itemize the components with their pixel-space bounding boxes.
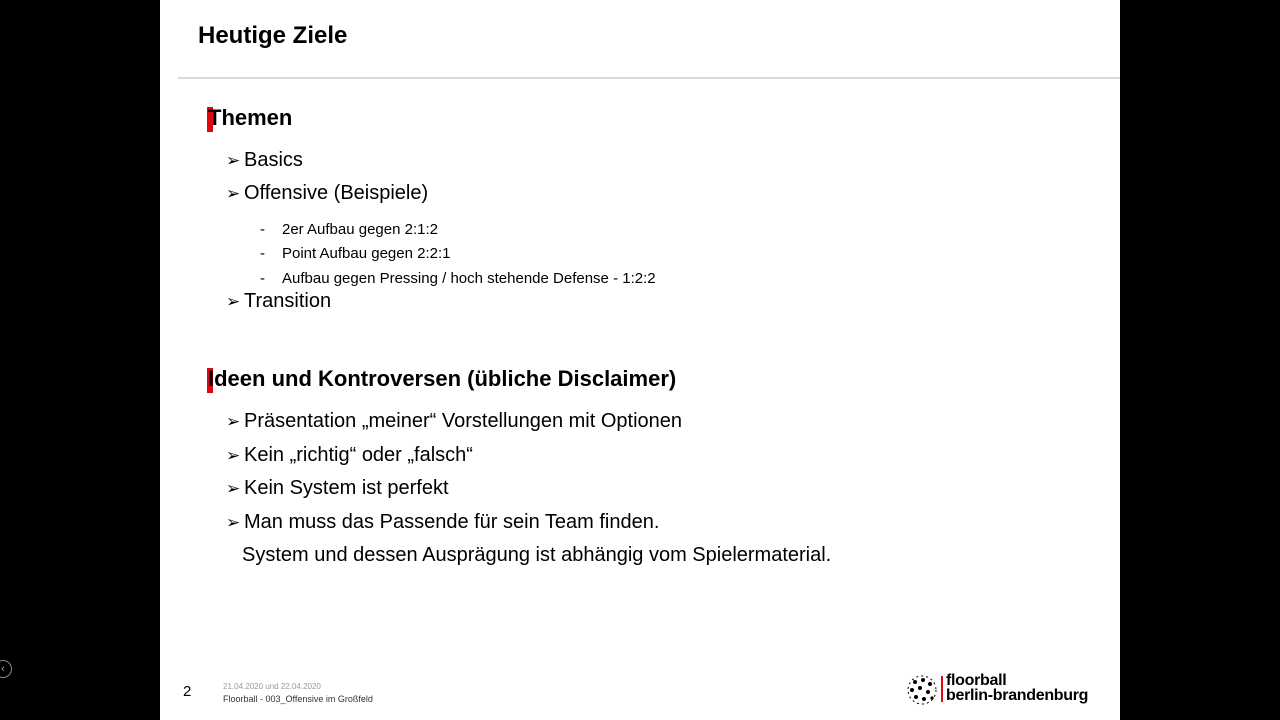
logo-text-line1: floorball bbox=[946, 672, 1007, 689]
list-item: ➢ Kein System ist perfekt bbox=[226, 477, 449, 499]
footer-document-name: Floorball - 003_Offensive im Großfeld bbox=[223, 694, 373, 704]
logo-accent-bar bbox=[941, 676, 943, 702]
footer-dates: 21.04.2020 und 22.04.2020 bbox=[223, 682, 321, 691]
arrow-bullet-icon: ➢ bbox=[226, 513, 241, 532]
dash-bullet: - bbox=[260, 270, 265, 287]
dash-bullet: - bbox=[260, 221, 265, 238]
slide bbox=[160, 0, 1120, 720]
slide-title: Heutige Ziele bbox=[198, 22, 348, 49]
dash-bullet: - bbox=[260, 245, 265, 262]
sub-list-item: - 2er Aufbau gegen 2:1:2 bbox=[260, 221, 438, 238]
arrow-bullet-icon: ➢ bbox=[226, 479, 241, 498]
arrow-bullet-icon: ➢ bbox=[226, 184, 241, 203]
floorball-logo bbox=[906, 672, 1096, 708]
page-number: 2 bbox=[183, 683, 192, 700]
list-item: ➢ Transition bbox=[226, 290, 332, 312]
list-item: ➢ Offensive (Beispiele) bbox=[226, 182, 429, 204]
arrow-bullet-icon: ➢ bbox=[226, 446, 241, 465]
arrow-bullet-icon: ➢ bbox=[226, 292, 241, 311]
floorball-ball-icon bbox=[906, 674, 938, 706]
chevron-left-icon[interactable]: ‹ bbox=[0, 660, 12, 678]
section-heading-ideen: Ideen und Kontroversen (übliche Disclaimer) bbox=[208, 366, 677, 391]
sub-list-item: - Point Aufbau gegen 2:2:1 bbox=[260, 245, 451, 262]
list-item: ➢ Basics bbox=[226, 149, 303, 171]
list-item-continuation: System und dessen Ausprägung ist abhängig vom Spielermaterial. bbox=[242, 544, 832, 566]
title-divider bbox=[178, 77, 1120, 79]
arrow-bullet-icon: ➢ bbox=[226, 151, 241, 170]
sub-list-item: - Aufbau gegen Pressing / hoch stehende Defense - 1:2:2 bbox=[260, 270, 656, 287]
logo-text-line2: berlin-brandenburg bbox=[946, 687, 1089, 704]
list-item: ➢ Man muss das Passende für sein Team finden. bbox=[226, 511, 660, 533]
section-heading-themen: Themen bbox=[208, 105, 293, 130]
list-item: ➢ Kein „richtig“ oder „falsch“ bbox=[226, 444, 473, 466]
list-item: ➢ Präsentation „meiner“ Vorstellungen mit Optionen bbox=[226, 410, 683, 432]
arrow-bullet-icon: ➢ bbox=[226, 412, 241, 431]
